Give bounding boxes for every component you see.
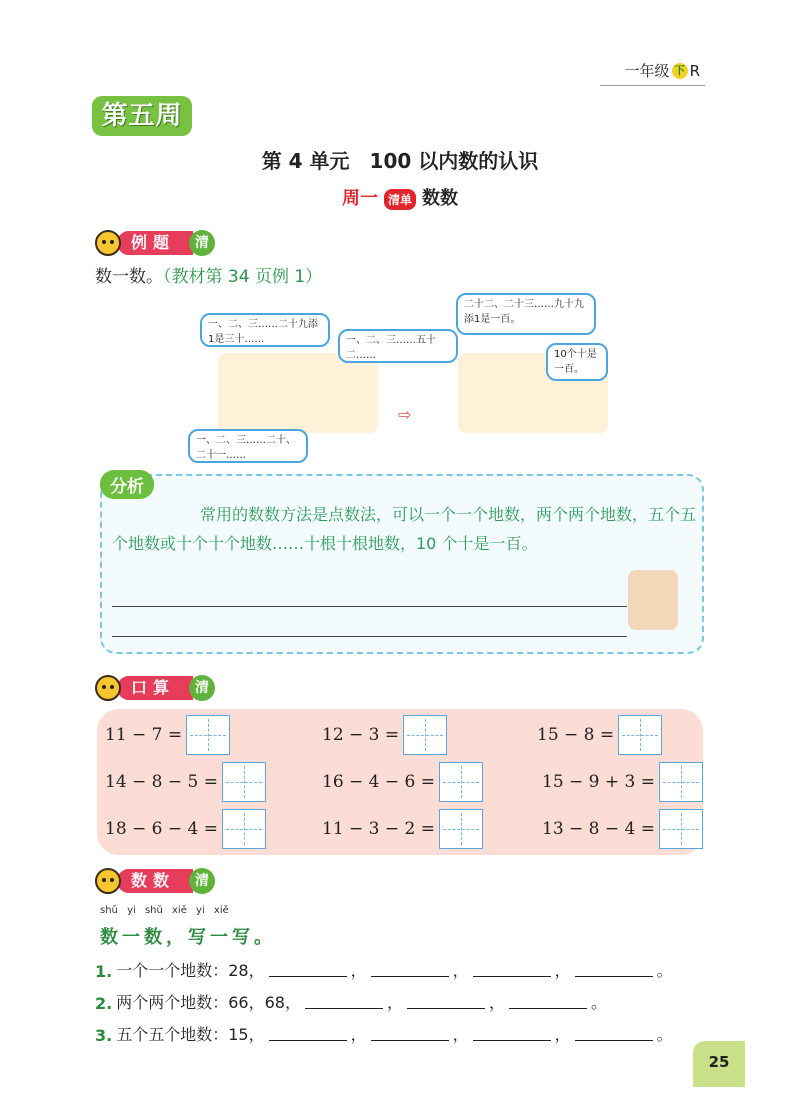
- children-counting-scene-left: [218, 353, 378, 433]
- count-label: 数数: [117, 869, 193, 893]
- speech-bubble-3: 一、二、三……二十、二十一……: [188, 429, 308, 463]
- comma: ，: [554, 961, 571, 980]
- answer-line-1[interactable]: [112, 606, 627, 607]
- fill-blank[interactable]: [407, 1007, 485, 1009]
- page-number: 25: [693, 1041, 745, 1087]
- example-illustration: [188, 293, 608, 463]
- speech-bubble-5: 10个十是一百。: [546, 343, 608, 381]
- example-section-header: [95, 230, 215, 256]
- equation-text: 15 − 9 + 3 =: [542, 772, 656, 792]
- equation: [105, 762, 266, 802]
- comma: ，: [554, 1025, 571, 1044]
- answer-line-2[interactable]: [112, 636, 627, 637]
- answer-box[interactable]: [222, 762, 266, 802]
- qing-icon: 清: [189, 675, 215, 701]
- answer-box[interactable]: [659, 762, 703, 802]
- comma: ，: [452, 1025, 469, 1044]
- fill-blank[interactable]: [305, 1007, 383, 1009]
- bee-icon: [95, 230, 121, 256]
- answer-box[interactable]: [186, 715, 230, 755]
- task-title: 数一数，写一写。: [100, 927, 276, 948]
- grade-label: [625, 60, 700, 81]
- equation-text: 11 − 3 − 2 =: [322, 819, 436, 839]
- fill-blank[interactable]: [473, 1039, 551, 1041]
- answer-box[interactable]: [439, 809, 483, 849]
- fill-blank[interactable]: [269, 975, 347, 977]
- example-prompt-text: 数一数。: [95, 267, 163, 287]
- count-section-header: [95, 868, 215, 894]
- equation: [322, 762, 483, 802]
- comma: ，: [488, 993, 505, 1012]
- equation-text: 13 − 8 − 4 =: [542, 819, 656, 839]
- oral-label: 口算: [117, 676, 193, 700]
- fill-blank[interactable]: [269, 1039, 347, 1041]
- fill-blank[interactable]: [575, 975, 653, 977]
- period: 。: [590, 993, 607, 1012]
- answer-box[interactable]: [439, 762, 483, 802]
- oral-section-header: [95, 675, 215, 701]
- day-label: 周一: [341, 188, 378, 209]
- question-text: 五个五个地数：15，: [116, 1025, 265, 1044]
- analysis-text: 常用的数数方法是点数法，可以一个一个地数，两个两个地数，五个五个地数或十个十个地数……十根十根地数，10 个十是一百。: [112, 505, 697, 553]
- answer-box[interactable]: [659, 809, 703, 849]
- boy-reading-illustration: [628, 570, 678, 630]
- grade-suffix: R: [689, 61, 700, 80]
- period: 。: [656, 1025, 673, 1044]
- comma: ，: [452, 961, 469, 980]
- period: 。: [656, 961, 673, 980]
- pinyin-line: shǔ yi shǔ xiě yi xiě: [100, 905, 229, 916]
- bee-icon: [95, 675, 121, 701]
- equation: [105, 715, 230, 755]
- grade-prefix: 一年级: [624, 62, 670, 80]
- answer-box[interactable]: [618, 715, 662, 755]
- example-prompt: [95, 262, 322, 287]
- unit-title: 第 4 单元 100 以内数的认识: [261, 149, 539, 173]
- comma: ，: [350, 961, 367, 980]
- day-pill: 清单: [384, 189, 416, 210]
- example-label: 例题: [117, 231, 193, 255]
- fill-blank[interactable]: [509, 1007, 587, 1009]
- equation: [322, 715, 447, 755]
- answer-box[interactable]: [403, 715, 447, 755]
- equation-text: 16 − 4 − 6 =: [322, 772, 436, 792]
- comma: ，: [350, 1025, 367, 1044]
- analysis-label: 分析: [100, 470, 154, 499]
- fill-blank[interactable]: [575, 1039, 653, 1041]
- fill-blank[interactable]: [371, 975, 449, 977]
- comma: ，: [386, 993, 403, 1012]
- bee-icon: [95, 868, 121, 894]
- fill-blank[interactable]: [371, 1039, 449, 1041]
- qing-icon: 清: [189, 868, 215, 894]
- grade-badge: 下: [672, 63, 688, 79]
- question-number: 3.: [95, 1026, 113, 1045]
- header-rule: [600, 85, 705, 86]
- equation: [322, 809, 483, 849]
- answer-box[interactable]: [222, 809, 266, 849]
- fill-blank[interactable]: [473, 975, 551, 977]
- speech-bubble-1: 一、二、三……二十九添1是三十……: [200, 313, 330, 347]
- question-1: [95, 958, 673, 981]
- equation: [105, 809, 266, 849]
- question-number: 1.: [95, 962, 113, 981]
- equation-text: 15 − 8 =: [537, 725, 615, 745]
- equation: [542, 762, 703, 802]
- day-topic: 数数: [422, 188, 458, 209]
- arrow-right-icon: ⇨: [398, 405, 412, 424]
- equation: [542, 809, 703, 849]
- week-tag: 第五周: [92, 96, 192, 136]
- question-text: 两个两个地数：66，68，: [116, 993, 301, 1012]
- equation-text: 18 − 6 − 4 =: [105, 819, 219, 839]
- speech-bubble-2: 一、二、三……五十二……: [338, 329, 458, 363]
- qing-icon: 清: [189, 230, 215, 256]
- question-text: 一个一个地数：28，: [116, 961, 265, 980]
- equation: [537, 715, 662, 755]
- day-line: [0, 184, 800, 210]
- question-3: [95, 1022, 673, 1045]
- equation-text: 11 − 7 =: [105, 725, 183, 745]
- question-number: 2.: [95, 994, 113, 1013]
- equation-text: 14 − 8 − 5 =: [105, 772, 219, 792]
- oral-calc-panel: [97, 709, 703, 855]
- speech-bubble-4: 二十二、二十三……九十九添1是一百。: [456, 293, 596, 335]
- equation-text: 12 − 3 =: [322, 725, 400, 745]
- question-2: [95, 990, 607, 1013]
- example-source: （教材第 34 页例 1）: [163, 267, 323, 287]
